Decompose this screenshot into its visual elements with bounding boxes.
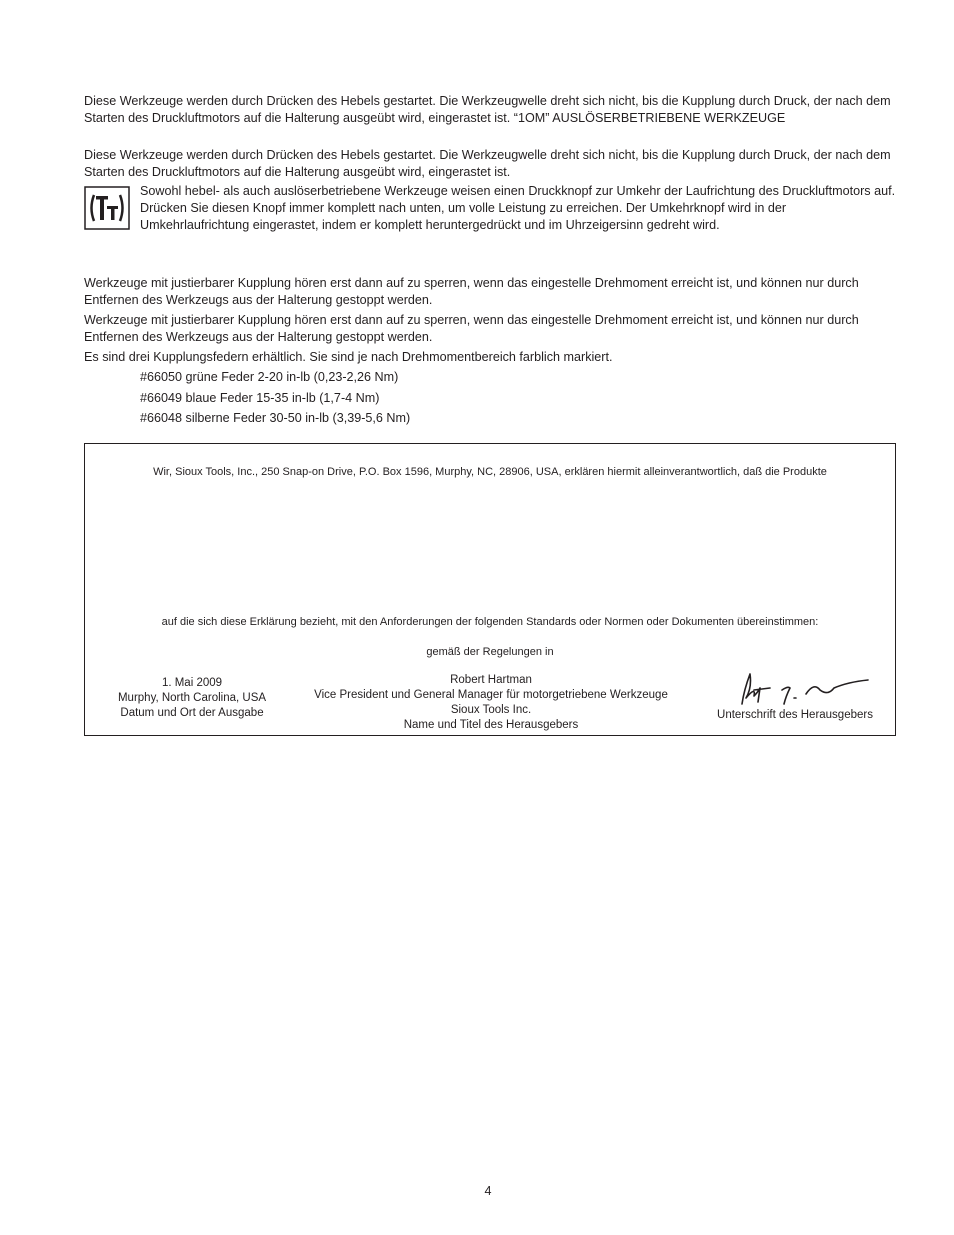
paragraph-adjustable-clutch-2: Werkzeuge mit justierbarer Kupplung hören erst dann auf zu sperren, wenn das eingestelle Drehmoment erreicht ist, und können nur durch Entfernen des Werkzeugs aus der Halterung gestoppt werden. xyxy=(84,313,859,344)
declaration-regulations: gemäß der Regelungen in xyxy=(426,646,554,658)
issuer-name-label: Name und Titel des Herausgebers xyxy=(403,719,579,731)
reverse-button-icon xyxy=(84,186,130,230)
paragraph-trigger-tools: Diese Werkzeuge werden durch Drücken des Hebels gestartet. Die Werkzeugwelle dreht sich nicht, bis die Kupplung durch Druck, der nach dem Starten des Druckluftmotors auf die Halterung ausgeübt wird, eingerastet ist. xyxy=(84,148,891,179)
paragraph-reverse-button: Sowohl hebel- als auch auslöserbetriebene Werkzeuge weisen einen Druckknopf zur Umkehr der Laufrichtung des Druckluftmotors auf. Drücken Sie diesen Knopf immer komplett nach unten, um volle Leistung zu erreichen. Der Umkehrknopf wird in der Umkehrlaufrichtung eingerastet, indem er komplett heruntergedrückt und im Uhrzeigersinn gedreht wird. xyxy=(140,184,896,232)
declaration-standards: auf die sich diese Erklärung bezieht, mit den Anforderungen der folgenden Standards oder Normen oder Dokumenten übereinstimmen: xyxy=(161,616,819,628)
paragraph-lever-tools: Diese Werkzeuge werden durch Drücken des Hebels gestartet. Die Werkzeugwelle dreht sich nicht, bis die Kupplung durch Druck, der nach dem Starten des Druckluftmotors auf die Halterung ausgeübt wird, eingerastet ist. “1OM” AUSLÖSERBETRIEBENE WERKZEUGE xyxy=(84,94,891,125)
declaration-intro: Wir, Sioux Tools, Inc., 250 Snap-on Drive, P.O. Box 1596, Murphy, NC, 28906, USA, erklären hiermit alleinverantwortlich, daß die Produkte xyxy=(153,466,827,478)
issue-place: Murphy, North Carolina, USA xyxy=(117,692,267,704)
issue-date: 1. Mai 2009 xyxy=(161,677,223,689)
issuer-name: Robert Hartman xyxy=(450,674,532,686)
issuer-company: Sioux Tools Inc. xyxy=(450,704,532,716)
paragraph-adjustable-clutch-1: Werkzeuge mit justierbarer Kupplung hören erst dann auf zu sperren, wenn das eingestelle Drehmoment erreicht ist, und können nur durch Entfernen des Werkzeugs aus der Halterung gestoppt werden. xyxy=(84,276,859,307)
spring-item-blue: #66049 blaue Feder 15-35 in-lb (1,7-4 Nm) xyxy=(140,391,380,405)
issuer-title: Vice President und General Manager für motorgetriebene Werkzeuge xyxy=(314,689,668,701)
issue-date-label: Datum und Ort der Ausgabe xyxy=(120,707,264,719)
signature-label: Unterschrift des Herausgebers xyxy=(717,709,873,721)
page-number: 4 xyxy=(484,1184,492,1198)
issue-date-place-block xyxy=(99,676,285,721)
spring-item-silver: #66048 silberne Feder 30-50 in-lb (3,39-5,6 Nm) xyxy=(140,411,411,425)
spring-item-green: #66050 grüne Feder 2-20 in-lb (0,23-2,26 Nm) xyxy=(140,370,399,384)
signature-image xyxy=(730,668,872,710)
paragraph-clutch-springs: Es sind drei Kupplungsfedern erhältlich. Sie sind je nach Drehmomentbereich farblich markiert. xyxy=(84,350,613,364)
issuer-block xyxy=(291,673,691,733)
declaration-of-conformity-box xyxy=(84,443,896,736)
